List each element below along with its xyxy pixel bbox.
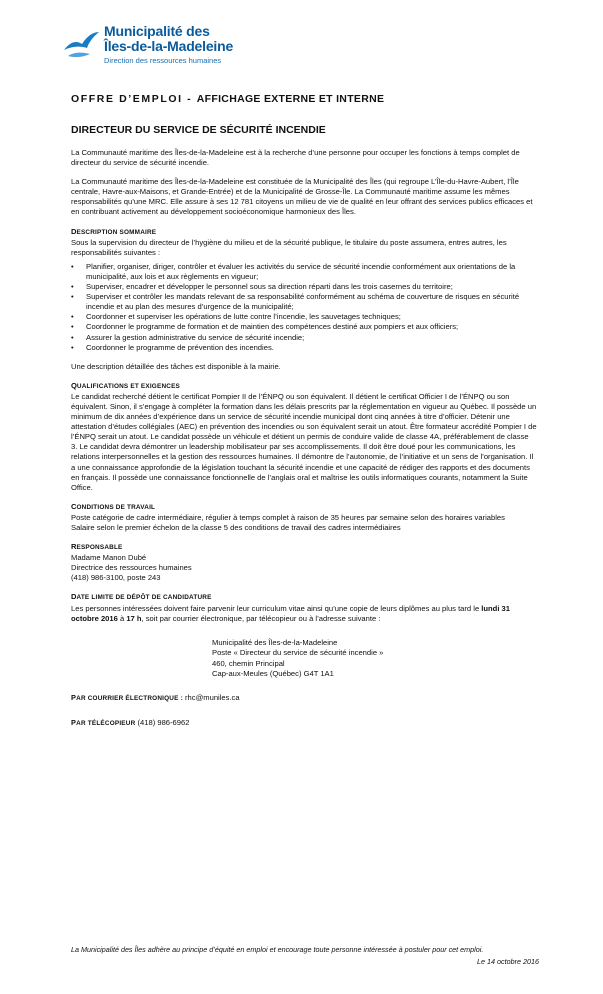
description-note: Une description détaillée des tâches est disponible à la mairie.: [71, 361, 281, 371]
responsible-name: Madame Manon Dubé: [71, 553, 147, 563]
logo-title-line1: Municipalité des: [104, 23, 210, 39]
address-line-2: Poste « Directeur du service de sécurité incendie »: [212, 648, 384, 658]
fax-contact: PAR TÉLÉCOPIEUR (418) 986-6962: [71, 718, 190, 728]
list-item: • Coordonner le programme de formation et de maintien des compétences destiné aux pompiers et aux officiers;: [71, 322, 459, 332]
list-item: • Coordonner le programme de prévention des incendies.: [71, 342, 274, 352]
list-item: • Coordonner et superviser les opérations de lutte contre l’incendie, les sauvetages techniques;: [71, 312, 401, 322]
responsible-phone: (418) 986-3100, poste 243: [71, 573, 161, 583]
description-intro: Sous la supervision du directeur de l’hygiène du milieu et de la sécurité publique, le titulaire du poste assumera, entres autres, les responsabilités suivantes :: [71, 237, 507, 257]
conditions-heading: CONDITIONS DE TRAVAIL: [71, 501, 156, 511]
list-item: • Superviser et contrôler les mandats relevant de sa responsabilité conformément au schéma de couverture de risques en sécurité incendie et au plan des mesures d’urgence de la municipalité;: [71, 292, 520, 312]
posting-date: Le 14 octobre 2016: [477, 957, 539, 966]
offer-heading-part1: OFFRE D’EMPLOI -: [71, 93, 197, 105]
address-line-1: Municipalité des Îles-de-la-Madeleine: [212, 637, 338, 647]
fax-number: (418) 986-6962: [135, 718, 190, 728]
deadline-text: Les personnes intéressées doivent faire parvenir leur curriculum vitae ainsi qu’une copie de leurs diplômes au plus tard le lundi 31 octobre 2016 à 17 h, soit par courrier électronique, par télécopieur ou à l’adresse suivante :: [71, 603, 510, 623]
responsible-role: Directrice des ressources humaines: [71, 563, 192, 573]
conditions-line-2: Salaire selon le premier échelon de la classe 5 des conditions de travail des cadres intermédiaires: [71, 523, 401, 532]
municipality-logo: [60, 22, 260, 72]
job-title: DIRECTEUR DU SERVICE DE SÉCURITÉ INCENDIE: [71, 124, 326, 136]
email-contact: PAR COURRIER ÉLECTRONIQUE : rhc@muniles.ca: [71, 693, 240, 703]
gull-icon: [60, 26, 100, 66]
offer-heading-part2: AFFICHAGE EXTERNE ET INTERNE: [196, 93, 385, 105]
deadline-heading: DATE LIMITE DE DÉPÔT DE CANDIDATURE: [71, 592, 212, 602]
offer-heading: [71, 93, 384, 105]
logo-title-line2: Îles-de-la-Madeleine: [104, 38, 234, 54]
address-line-4: Cap-aux-Meules (Québec) G4T 1A1: [212, 668, 334, 678]
conditions-line-1: Poste catégorie de cadre intermédiaire, régulier à temps complet à raison de 35 heures par semaine selon des horaires variables: [71, 512, 505, 522]
logo-text: [104, 24, 233, 66]
logo-subtitle: Direction des ressources humaines: [104, 56, 222, 65]
list-item: • Planifier, organiser, diriger, contrôler et évaluer les activités du service de sécurité incendie conformément aux orientations de la municipalité, aux lois et aux règlements en vigueur;: [71, 261, 516, 281]
intro-paragraph-1: La Communauté maritime des Îles-de-la-Madeleine est à la recherche d’une personne pour occuper les fonctions à temps complet de directeur du service de sécurité incendie.: [71, 148, 520, 168]
responsible-heading: RESPONSABLE: [71, 542, 123, 552]
qualifications-text: Le candidat recherché détient le certificat Pompier II de l’ÉNPQ ou son équivalent. Il détient le certificat Officier I de l’ÉNPQ ou son équivalent. Sinon, il s’engage à compléter la formation dans les délais prescrits par la réglementation en vigueur au Québec. Il possède un minimum de dix années d’expérience dans un service de sécurité incendie municipal dont cinq années à titre d’officier. Détenir une attestation d’études collégiales (AEC) en prévention des incendies ou son équivalent serait un atout. Être formateur accrédité Pompier I de l’ÉNPQ serait un atout. Le candidat possède un véhicule et détient un permis de conduire valide de classe 4A, préférablement de classe 3. Le candidat devra démontrer un leadership mobilisateur par ses accomplissements. Il doit être doué pour les communications, les relations interpersonnelles et la gestion des ressources humaines. Il démontre de l’autonomie, de l’initiative et un sens de l’organisation. Il a une connaissance approfondie de la législation touchant la sécurité incendie et une capacité de rédiger des rapports et des documents en français. Il possède une connaissance fonctionnelle de l’anglais oral et maîtrise les outils informatiques courants, notamment la Suite Office.: [71, 391, 537, 492]
equity-statement: La Municipalité des Îles adhère au principe d’équité en emploi et encourage toute personne intéressée à postuler pour cet emploi.: [71, 945, 484, 954]
list-item: • Assurer la gestion administrative du service de sécurité incendie;: [71, 332, 305, 342]
posting-body: [71, 148, 537, 730]
description-heading: DESCRIPTION SOMMAIRE: [71, 226, 157, 236]
responsibilities-list: [71, 262, 537, 353]
address-line-3: 460, chemin Principal: [212, 658, 285, 668]
mailing-address: [212, 638, 537, 680]
intro-paragraph-2: La Communauté maritime des Îles-de-la-Madeleine est constituée de la Municipalité des Îles (qui regroupe L’Île-du-Havre-Aubert, l’Île centrale, Havre-aux-Maisons, et Grande-Entrée) et de la Municipalité de Grosse-Île. La Communauté maritime assume les mêmes responsabilités qu’une MRC. Elle assure à ses 12 781 citoyens un milieu de vie de qualité en leur offrant des services publics efficaces et en contribuant activement au développement socioéconomique harmonieux des Îles.: [71, 177, 533, 217]
email-address[interactable]: rhc@muniles.ca: [182, 693, 240, 703]
qualifications-heading: QUALIFICATIONS ET EXIGENCES: [71, 380, 180, 390]
list-item: • Superviser, encadrer et développer le personnel sous sa direction réparti dans les trois casernes du territoire;: [71, 282, 453, 292]
